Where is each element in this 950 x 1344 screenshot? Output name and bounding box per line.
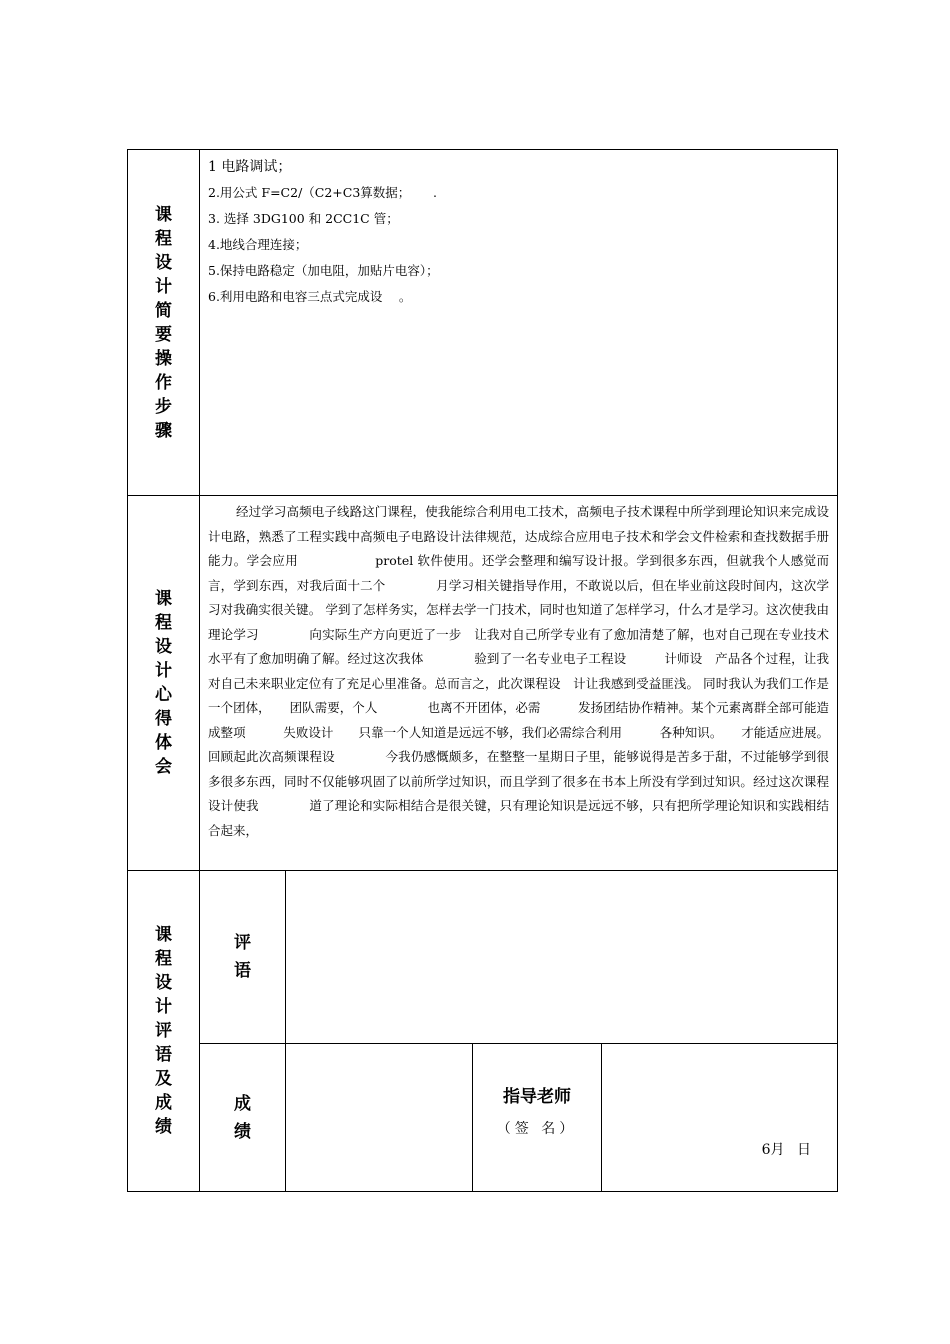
step-line: 1 电路调试； xyxy=(208,159,292,175)
steps-content xyxy=(200,150,838,496)
comment-label-cell xyxy=(200,871,286,1044)
course-design-form xyxy=(127,149,838,1192)
evaluation-label-cell xyxy=(128,871,200,1192)
step-line: 3. 选择 3DG100 和 2CC1C 管； xyxy=(208,211,399,226)
reflection-label: 课程设计心得体会 xyxy=(155,589,172,777)
evaluation-label: 课程设计评语及成绩 xyxy=(155,925,172,1137)
step-line: 5.保持电路稳定（加电阻，加贴片电容）； xyxy=(208,263,439,278)
reflection-paragraph: 经过学习高频电子线路这门课程，使我能综合利用电工技术，高频电子技术课程中所学到理论知识来完成设计电路，熟悉了工程实践中高频电子电路设计法律规范，达成综合应用电子技术和学会文件检索和查找数据手册能力。学会应用 protel 软件使用。还学会整理和编写设计报。学到很多东西，但就我个人感觉而言，学到东西，对我后面十二个 月学习相关键指导作用，不敢说以后，但在毕业前这段时间内，这次学习对我确实很关键。 学到了怎样务实，怎样去学一门技术，同时也知道了怎样学习，什么才是学习。这次使我由理论学习 向实际生产方向更近了一步 让我对自己所学专业有了愈加清楚了解，也对自己现在专业技术水平有了愈加明确了解。经过这次我体 验到了一名专业电子工程设 计师设 产品各个过程，让我对自己未来职业定位有了充足心里准备。总而言之，此次课程设 计让我感到受益匪浅。 同时我认为我们工作是一个团体， 团队需要，个人 也离不开团体，必需 发扬团结协作精神。某个元素离群全部可能造成整项 失败设计 只靠一个人知道是远远不够，我们必需综合利用 各种知识。 才能适应进展。 回顾起此次高频课程设 今我仍感慨颇多，在整整一星期日子里，能够说得是苦多于甜，不过能够学到很多很多东西，同时不仅能够巩固了以前所学过知识，而且学到了很多在书本上所没有学到过知识。经过这次课程设计使我 道了理论和实际相结合是很关键，只有理论知识是远远不够，只有把所学理论知识和实践相结合起来， xyxy=(208,504,829,838)
reflection-label-cell xyxy=(128,496,200,871)
grade-label: 成绩 xyxy=(234,1093,251,1142)
step-line: 6.利用电路和电容三点式完成设 。 xyxy=(208,289,412,304)
comment-field[interactable] xyxy=(286,871,838,1044)
comment-row xyxy=(128,871,838,1044)
steps-row xyxy=(128,150,838,496)
teacher-cell xyxy=(473,1044,602,1192)
step-line: 4.地线合理连接； xyxy=(208,237,308,252)
reflection-content xyxy=(200,496,838,871)
steps-label: 课程设计简要操作步骤 xyxy=(155,204,172,441)
step-line: 2.用公式 F=C2/（C2+C3算数据； . xyxy=(208,185,437,200)
grade-field[interactable] xyxy=(286,1044,473,1192)
reflection-row xyxy=(128,496,838,871)
comment-label: 评语 xyxy=(234,933,251,981)
signature-hint: （签 名） xyxy=(496,1121,578,1137)
teacher-label: 指导老师 xyxy=(503,1087,571,1107)
grade-label-cell xyxy=(200,1044,286,1192)
signature-date-cell[interactable] xyxy=(602,1044,838,1192)
date-text: 6月 日 xyxy=(761,1142,811,1158)
grade-row xyxy=(128,1044,838,1192)
steps-label-cell xyxy=(128,150,200,496)
